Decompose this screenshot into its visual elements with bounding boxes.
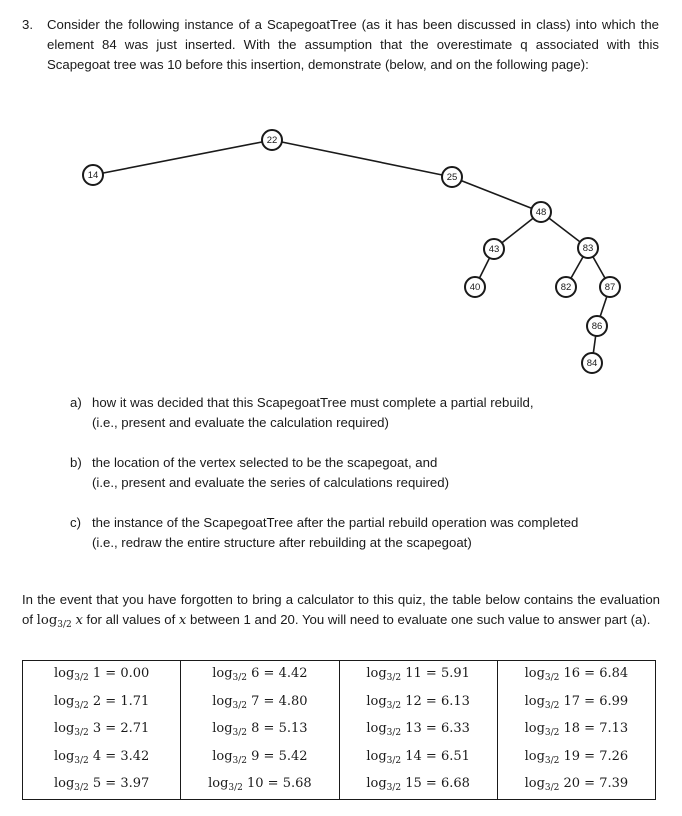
log-value: 7.39 — [599, 776, 629, 792]
log-table-cell — [23, 716, 181, 744]
log-value: 3.97 — [120, 776, 150, 792]
tree-node-22 — [262, 130, 282, 150]
log-base: 3/2 — [232, 700, 248, 711]
log-table-cell — [339, 771, 497, 799]
log-base: 3/2 — [386, 673, 402, 684]
part-b-line2: (i.e., present and evaluate the series of calculations required) — [92, 475, 449, 490]
log-table-cell — [497, 744, 655, 772]
log-table-row — [23, 716, 656, 744]
log-arg: 19 = — [559, 748, 600, 764]
log-table-cell — [339, 744, 497, 772]
part-c-text — [92, 513, 652, 553]
log-fn: log — [212, 693, 233, 709]
log-fn: log — [524, 693, 545, 709]
note-part3: between 1 and 20. You will need to evaluate one such value to answer part (a). — [186, 612, 651, 627]
part-b-line1: the location of the vertex selected to be the scapegoat, and — [92, 455, 438, 470]
log-fn: log — [524, 666, 545, 682]
log-fn: log — [366, 693, 387, 709]
log-value: 6.33 — [440, 721, 470, 737]
log-value: 5.42 — [278, 748, 308, 764]
part-a — [70, 393, 670, 433]
log-value: 3.42 — [120, 748, 150, 764]
tree-node-label: 22 — [266, 135, 278, 146]
log-table-cell — [497, 716, 655, 744]
log-arg: 20 = — [559, 776, 600, 792]
log-base: 3/2 — [386, 728, 402, 739]
log-value: 4.42 — [278, 666, 308, 682]
log-arg: 9 = — [247, 748, 279, 764]
note-log-base: 3/2 — [57, 620, 72, 630]
log-base: 3/2 — [544, 728, 560, 739]
log-arg: 2 = — [88, 693, 121, 709]
log-value: 4.80 — [278, 693, 308, 709]
log-base: 3/2 — [74, 728, 89, 739]
log-value: 6.99 — [599, 693, 629, 709]
part-b-text — [92, 453, 652, 493]
log-value: 1.71 — [120, 693, 150, 709]
tree-node-label: 84 — [586, 358, 598, 369]
log-fn: log — [366, 748, 387, 764]
part-a-line2: (i.e., present and evaluate the calculation required) — [92, 415, 389, 430]
log-table-cell — [23, 744, 181, 772]
log-table-cell — [181, 771, 339, 799]
log-fn: log — [212, 666, 233, 682]
log-base: 3/2 — [544, 673, 560, 684]
note-part2: for all values of — [82, 612, 179, 627]
log-value: 6.84 — [599, 666, 629, 682]
log-table-cell — [181, 689, 339, 717]
log-base: 3/2 — [386, 783, 402, 794]
note-var2: x — [178, 613, 187, 628]
question-text: Consider the following instance of a ScapegoatTree (as it has been discussed in class) into which the element 84 was just inserted. With the assumption that the overestimate q associated with this Scapegoat tree was 10 before this insertion, demonstrate (below, and on the following page): — [47, 17, 659, 72]
log-fn: log — [208, 776, 229, 792]
log-value: 6.51 — [440, 748, 470, 764]
part-a-text — [92, 393, 652, 433]
log-base: 3/2 — [74, 783, 89, 794]
part-a-line1: how it was decided that this ScapegoatTree must complete a partial rebuild, — [92, 395, 534, 410]
log-value: 5.91 — [440, 666, 470, 682]
log-table-cell — [339, 716, 497, 744]
tree-node-25 — [442, 167, 462, 187]
log-value: 0.00 — [120, 666, 150, 682]
log-fn: log — [53, 776, 75, 792]
log-fn: log — [212, 721, 233, 737]
log-value: 2.71 — [120, 721, 150, 737]
tree-node-label: 43 — [488, 244, 500, 255]
log-fn: log — [53, 721, 75, 737]
log-base: 3/2 — [544, 700, 560, 711]
log-base: 3/2 — [386, 700, 402, 711]
note-log: log — [36, 613, 58, 628]
log-fn: log — [524, 748, 545, 764]
tree-node-48 — [531, 202, 551, 222]
tree-node-label: 87 — [604, 282, 616, 293]
part-c-label: c) — [70, 515, 81, 530]
question-number: 3. — [22, 17, 33, 32]
log-base: 3/2 — [232, 755, 248, 766]
log-fn: log — [366, 776, 387, 792]
part-a-label: a) — [70, 395, 82, 410]
log-arg: 5 = — [88, 776, 121, 792]
log-fn: log — [212, 748, 233, 764]
log-arg: 11 = — [401, 666, 441, 682]
log-arg: 12 = — [401, 693, 441, 709]
log-value: 7.26 — [599, 748, 629, 764]
log-table-row — [23, 661, 656, 689]
log-base: 3/2 — [74, 673, 89, 684]
log-table-cell — [23, 771, 181, 799]
log-arg: 10 = — [242, 776, 283, 792]
tree-node-14 — [83, 165, 103, 185]
log-arg: 17 = — [559, 693, 600, 709]
log-arg: 1 = — [88, 666, 121, 682]
log-fn: log — [366, 666, 387, 682]
log-table-cell — [181, 744, 339, 772]
log-base: 3/2 — [386, 755, 402, 766]
log-arg: 13 = — [401, 721, 441, 737]
part-b-label: b) — [70, 455, 82, 470]
log-arg: 6 = — [247, 666, 279, 682]
tree-edge-22-14 — [93, 140, 272, 175]
log-base: 3/2 — [74, 700, 89, 711]
log-arg: 15 = — [401, 776, 441, 792]
tree-node-86 — [587, 316, 607, 336]
part-c-line2: (i.e., redraw the entire structure after rebuilding at the scapegoat) — [92, 535, 472, 550]
log-value: 5.68 — [282, 776, 312, 792]
tree-node-label: 83 — [582, 243, 594, 254]
log-fn: log — [524, 721, 545, 737]
log-arg: 16 = — [559, 666, 600, 682]
part-b — [70, 453, 670, 493]
note-part1: In the event that you have forgotten to bring a calculator to this quiz, the table below contains the evaluation of — [22, 592, 660, 627]
tree-edge-25-48 — [452, 177, 541, 212]
tree-node-40 — [465, 277, 485, 297]
tree-edge-22-25 — [272, 140, 452, 177]
log-arg: 3 = — [88, 721, 121, 737]
log-value: 6.68 — [440, 776, 470, 792]
scapegoat-tree-diagram — [0, 120, 682, 375]
log-table — [22, 660, 656, 800]
log-fn: log — [53, 666, 75, 682]
log-arg: 4 = — [88, 748, 121, 764]
calculator-note — [22, 590, 660, 635]
log-value: 5.13 — [278, 721, 308, 737]
log-table-cell — [23, 689, 181, 717]
log-arg: 8 = — [247, 721, 279, 737]
log-arg: 14 = — [401, 748, 441, 764]
log-base: 3/2 — [232, 673, 248, 684]
part-c — [70, 513, 670, 553]
log-base: 3/2 — [544, 783, 560, 794]
log-table-cell — [339, 661, 497, 689]
tree-node-label: 40 — [469, 282, 481, 293]
log-table-row — [23, 744, 656, 772]
log-arg: 18 = — [559, 721, 600, 737]
tree-node-83 — [578, 238, 598, 258]
log-base: 3/2 — [228, 783, 243, 794]
log-table-cell — [497, 661, 655, 689]
log-base: 3/2 — [232, 728, 248, 739]
tree-node-label: 25 — [446, 172, 458, 183]
log-fn: log — [53, 748, 75, 764]
tree-node-label: 14 — [87, 170, 99, 181]
log-value: 6.13 — [440, 693, 470, 709]
log-table-cell — [339, 689, 497, 717]
log-value: 7.13 — [599, 721, 629, 737]
tree-node-84 — [582, 353, 602, 373]
tree-node-label: 48 — [535, 207, 547, 218]
log-arg: 7 = — [247, 693, 279, 709]
tree-node-82 — [556, 277, 576, 297]
part-c-line1: the instance of the ScapegoatTree after the partial rebuild operation was completed — [92, 515, 579, 530]
log-table-row — [23, 771, 656, 799]
log-table-cell — [497, 689, 655, 717]
log-table-cell — [181, 661, 339, 689]
log-base: 3/2 — [74, 755, 89, 766]
log-table-cell — [181, 716, 339, 744]
tree-node-label: 82 — [560, 282, 572, 293]
note-var: x — [75, 613, 83, 628]
log-base: 3/2 — [544, 755, 560, 766]
log-fn: log — [366, 721, 387, 737]
log-fn: log — [524, 776, 545, 792]
log-table-row — [23, 689, 656, 717]
tree-node-label: 86 — [591, 321, 603, 332]
tree-node-87 — [600, 277, 620, 297]
log-fn: log — [53, 693, 75, 709]
log-table-cell — [23, 661, 181, 689]
tree-node-43 — [484, 239, 504, 259]
log-table-cell — [497, 771, 655, 799]
